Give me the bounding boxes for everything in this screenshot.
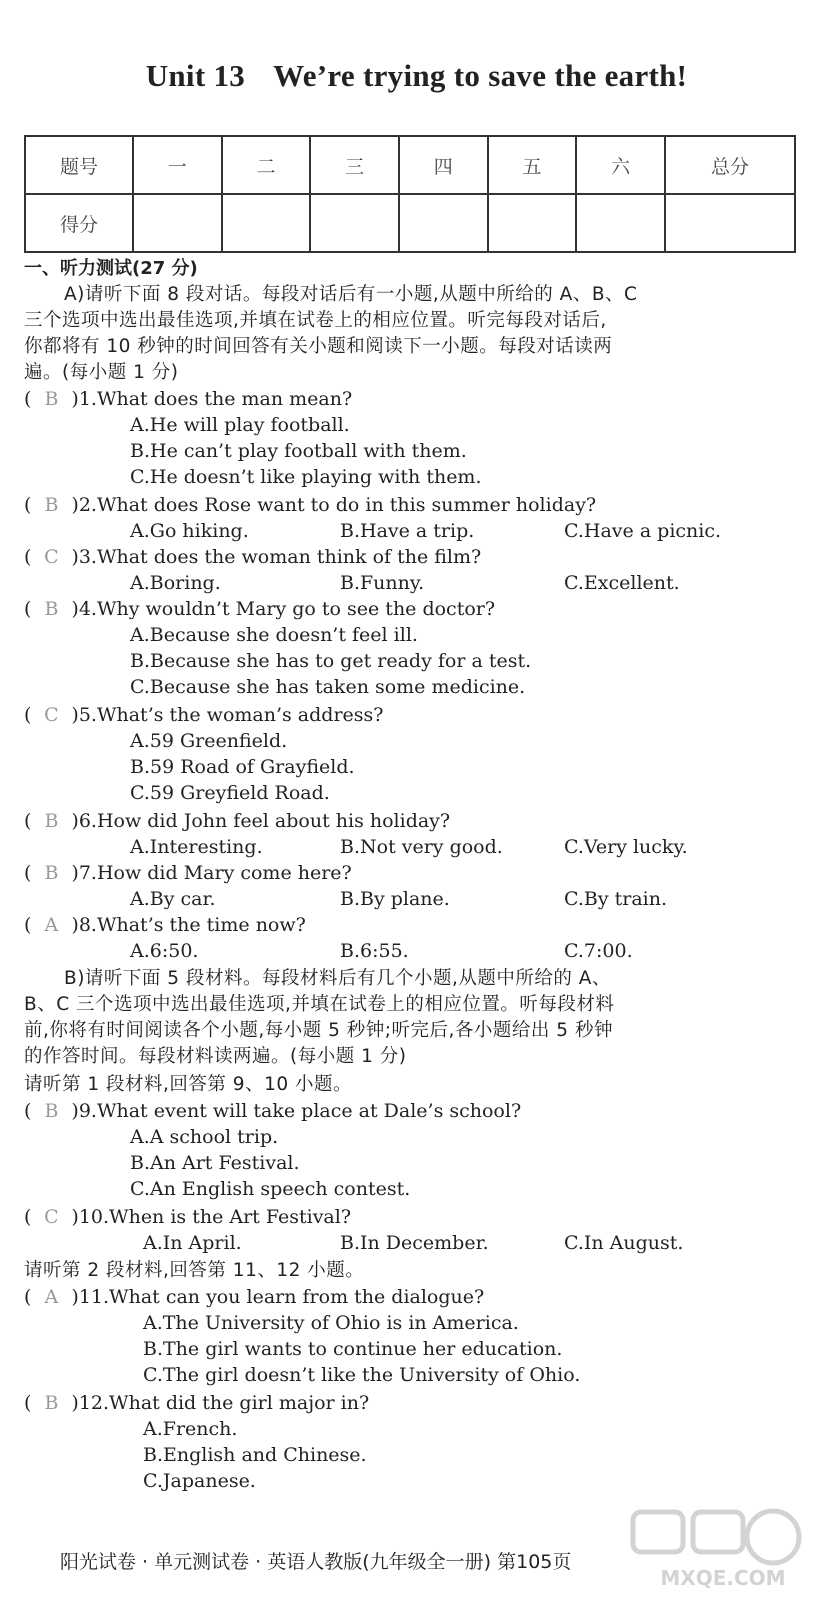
score-blank[interactable] xyxy=(399,194,488,252)
option-c: C.In August. xyxy=(564,1232,684,1254)
question-8 xyxy=(24,912,306,938)
paren-open: ( xyxy=(24,388,32,410)
option-c: C.7:00. xyxy=(564,940,633,962)
question-7 xyxy=(24,860,352,886)
part-a-instruction: A)请听下面 8 段对话。每段对话后有一小题,从题中所给的 A、B、C xyxy=(64,284,638,305)
question-text: )6.How did John feel about his holiday? xyxy=(71,810,451,832)
part-b-instruction: 前,你将有时间阅读各个小题,每小题 5 秒钟;听完后,各小题给出 5 秒钟 xyxy=(24,1020,613,1041)
option-c: C.Because she has taken some medicine. xyxy=(130,676,526,698)
option-a: A.Boring. xyxy=(130,572,221,594)
question-9 xyxy=(24,1098,521,1124)
option-a: A.By car. xyxy=(130,888,216,910)
question-12 xyxy=(24,1390,369,1416)
option-a: A.6:50. xyxy=(130,940,199,962)
unit-number: Unit 13 xyxy=(145,58,246,93)
answer-blank[interactable]: B xyxy=(44,494,59,516)
option-a: A.Interesting. xyxy=(130,836,263,858)
material-1-instruction: 请听第 1 段材料,回答第 9、10 小题。 xyxy=(24,1074,352,1095)
answer-blank[interactable]: A xyxy=(44,914,59,936)
option-c: C.An English speech contest. xyxy=(130,1178,411,1200)
score-cell-3: 三 xyxy=(310,136,399,194)
option-b: B.By plane. xyxy=(340,888,450,910)
question-text: )3.What does the woman think of the film? xyxy=(71,546,482,568)
part-b-instruction: B)请听下面 5 段材料。每段材料后有几个小题,从题中所给的 A、 xyxy=(64,968,611,989)
paren-open: ( xyxy=(24,598,32,620)
option-a: A.A school trip. xyxy=(130,1126,279,1148)
page-footer: 阳光试卷 · 单元测试卷 · 英语人教版(九年级全一册) 第105页 xyxy=(60,1551,572,1573)
question-text: )7.How did Mary come here? xyxy=(71,862,352,884)
option-b: B.An Art Festival. xyxy=(130,1152,300,1174)
option-c: C.Excellent. xyxy=(564,572,680,594)
answer-blank[interactable]: A xyxy=(44,1286,59,1308)
answer-blank[interactable]: B xyxy=(44,388,59,410)
answer-blank[interactable]: B xyxy=(44,862,59,884)
question-1 xyxy=(24,386,352,412)
score-cell-5: 五 xyxy=(488,136,577,194)
score-blank[interactable] xyxy=(133,194,222,252)
paren-open: ( xyxy=(24,1206,32,1228)
option-c: C.The girl doesn’t like the University of Ohio. xyxy=(143,1364,581,1386)
score-table-score-row xyxy=(25,194,795,252)
question-text: )4.Why wouldn’t Mary go to see the doctor? xyxy=(71,598,496,620)
score-blank[interactable] xyxy=(222,194,311,252)
option-c: C.Japanese. xyxy=(143,1470,256,1492)
score-cell-total: 总分 xyxy=(665,136,795,194)
page-title xyxy=(0,58,833,94)
option-b: B.Funny. xyxy=(340,572,425,594)
score-cell-2: 二 xyxy=(222,136,311,194)
option-a: A.Because she doesn’t feel ill. xyxy=(130,624,418,646)
part-b-instruction: B、C 三个选项中选出最佳选项,并填在试卷上的相应位置。听每段材料 xyxy=(24,994,615,1015)
option-b: B.The girl wants to continue her education. xyxy=(143,1338,563,1360)
score-blank[interactable] xyxy=(665,194,795,252)
paren-open: ( xyxy=(24,546,32,568)
score-row-label: 得分 xyxy=(25,194,133,252)
question-10 xyxy=(24,1204,351,1230)
part-b-instruction: 的作答时间。每段材料读两遍。(每小题 1 分) xyxy=(24,1046,407,1067)
answer-blank[interactable]: B xyxy=(44,810,59,832)
part-a-instruction: 三个选项中选出最佳选项,并填在试卷上的相应位置。听完每段对话后, xyxy=(24,310,607,331)
option-a: A.The University of Ohio is in America. xyxy=(143,1312,519,1334)
question-text: )2.What does Rose want to do in this summer holiday? xyxy=(71,494,597,516)
paren-open: ( xyxy=(24,704,32,726)
watermark-logo xyxy=(623,1497,813,1592)
question-4 xyxy=(24,596,495,622)
question-6 xyxy=(24,808,450,834)
paren-open: ( xyxy=(24,862,32,884)
question-text: )1.What does the man mean? xyxy=(71,388,353,410)
svg-text:MXQE.COM: MXQE.COM xyxy=(660,1566,786,1590)
option-c: C.By train. xyxy=(564,888,668,910)
paren-open: ( xyxy=(24,1392,32,1414)
score-table xyxy=(24,135,796,253)
score-blank[interactable] xyxy=(576,194,665,252)
option-b: B.Have a trip. xyxy=(340,520,475,542)
score-cell-1: 一 xyxy=(133,136,222,194)
paren-open: ( xyxy=(24,914,32,936)
option-b: B.He can’t play football with them. xyxy=(130,440,467,462)
option-b: B.6:55. xyxy=(340,940,409,962)
question-text: )10.When is the Art Festival? xyxy=(71,1206,352,1228)
answer-blank[interactable]: C xyxy=(44,1206,59,1228)
question-text: )9.What event will take place at Dale’s school? xyxy=(71,1100,522,1122)
unit-title: We’re trying to save the earth! xyxy=(273,58,688,93)
option-c: C.Have a picnic. xyxy=(564,520,722,542)
answer-blank[interactable]: B xyxy=(44,1392,59,1414)
paren-open: ( xyxy=(24,1100,32,1122)
paren-open: ( xyxy=(24,810,32,832)
question-text: )5.What’s the woman’s address? xyxy=(71,704,384,726)
option-a: A.French. xyxy=(143,1418,238,1440)
question-2 xyxy=(24,492,596,518)
question-11 xyxy=(24,1284,484,1310)
score-blank[interactable] xyxy=(310,194,399,252)
option-a: A.Go hiking. xyxy=(130,520,249,542)
answer-blank[interactable]: B xyxy=(44,598,59,620)
question-text: )11.What can you learn from the dialogue? xyxy=(71,1286,485,1308)
score-blank[interactable] xyxy=(488,194,577,252)
part-a-instruction: 你都将有 10 秒钟的时间回答有关小题和阅读下一小题。每段对话读两 xyxy=(24,336,613,357)
score-cell-6: 六 xyxy=(576,136,665,194)
question-text: )12.What did the girl major in? xyxy=(71,1392,370,1414)
answer-blank[interactable]: C xyxy=(44,546,59,568)
paren-open: ( xyxy=(24,1286,32,1308)
score-cell-label: 题号 xyxy=(25,136,133,194)
material-2-instruction: 请听第 2 段材料,回答第 11、12 小题。 xyxy=(24,1260,365,1281)
option-b: B.In December. xyxy=(340,1232,489,1254)
question-3 xyxy=(24,544,481,570)
score-cell-4: 四 xyxy=(399,136,488,194)
paren-open: ( xyxy=(24,494,32,516)
option-b: B.Because she has to get ready for a test. xyxy=(130,650,532,672)
section-heading: 一、听力测试(27 分) xyxy=(24,258,198,279)
question-text: )8.What’s the time now? xyxy=(71,914,306,936)
option-a: A.He will play football. xyxy=(130,414,350,436)
score-table-header-row xyxy=(25,136,795,194)
option-a: A.59 Greenfield. xyxy=(130,730,288,752)
option-b: B.Not very good. xyxy=(340,836,503,858)
option-c: C.59 Greyfield Road. xyxy=(130,782,330,804)
option-b: B.59 Road of Grayfield. xyxy=(130,756,355,778)
option-a: A.In April. xyxy=(143,1232,242,1254)
answer-blank[interactable]: C xyxy=(44,704,59,726)
answer-blank[interactable]: B xyxy=(44,1100,59,1122)
question-5 xyxy=(24,702,383,728)
option-b: B.English and Chinese. xyxy=(143,1444,367,1466)
option-c: C.Very lucky. xyxy=(564,836,688,858)
part-a-instruction: 遍。(每小题 1 分) xyxy=(24,362,179,383)
option-c: C.He doesn’t like playing with them. xyxy=(130,466,482,488)
